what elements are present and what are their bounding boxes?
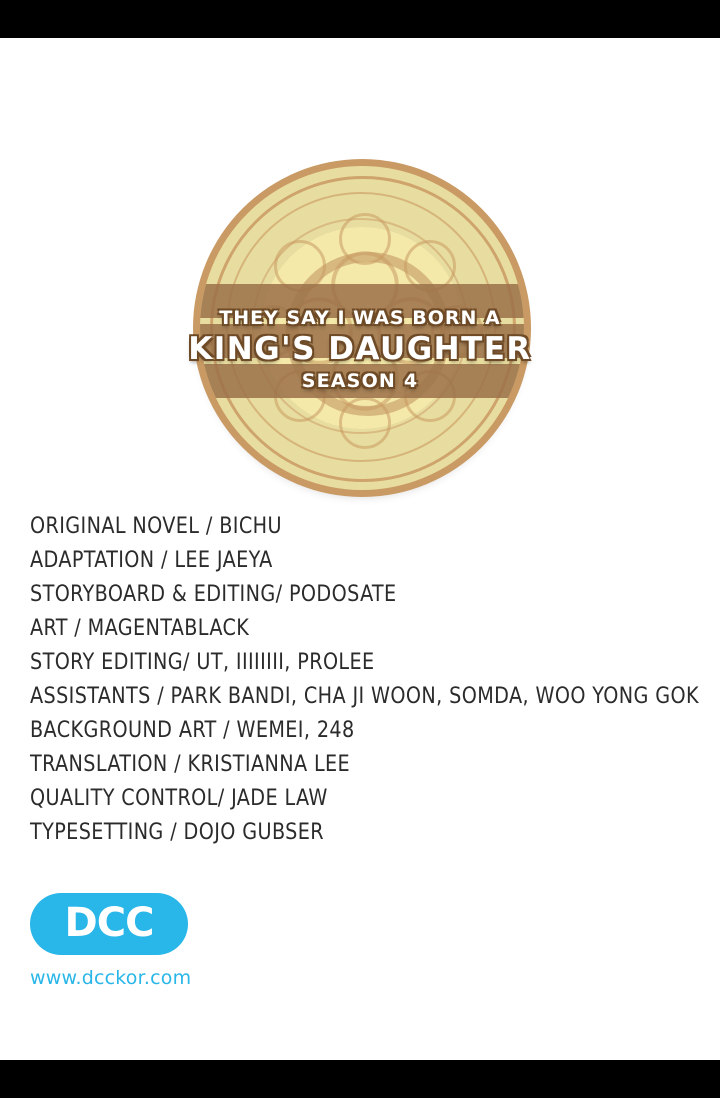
credit-line: TRANSLATION / KRISTIANNA LEE bbox=[30, 752, 351, 777]
credit-line: ADAPTATION / LEE JAEYA bbox=[30, 548, 273, 573]
title-line-2: KING'S DAUGHTER bbox=[188, 331, 532, 367]
page-content bbox=[0, 38, 720, 1060]
credit-line: TYPESETTING / DOJO GUBSER bbox=[30, 820, 324, 845]
credit-line: QUALITY CONTROL/ JADE LAW bbox=[30, 786, 328, 811]
credit-line: ART / MAGENTABLACK bbox=[30, 616, 250, 641]
credit-line: ORIGINAL NOVEL / BICHU bbox=[30, 514, 282, 539]
dcc-logo-text: DCC bbox=[64, 899, 154, 946]
website-url[interactable]: www.dcckor.com bbox=[30, 967, 192, 989]
dcc-logo bbox=[30, 893, 188, 955]
title-medallion bbox=[0, 166, 720, 496]
credit-line: ASSISTANTS / PARK BANDI, CHA JI WOON, SOMDA, WOO YONG GOK bbox=[30, 684, 699, 709]
title-line-1: THEY SAY I WAS BORN A bbox=[219, 307, 501, 329]
credit-line: STORY EDITING/ UT, IIIIIIII, PROLEE bbox=[30, 650, 375, 675]
footer bbox=[30, 893, 430, 989]
credit-line: BACKGROUND ART / WEMEI, 248 bbox=[30, 718, 355, 743]
credits-list bbox=[30, 510, 699, 850]
title-line-3: SEASON 4 bbox=[301, 370, 419, 392]
credit-line: STORYBOARD & EDITING/ PODOSATE bbox=[30, 582, 397, 607]
title-text-block bbox=[150, 306, 570, 394]
